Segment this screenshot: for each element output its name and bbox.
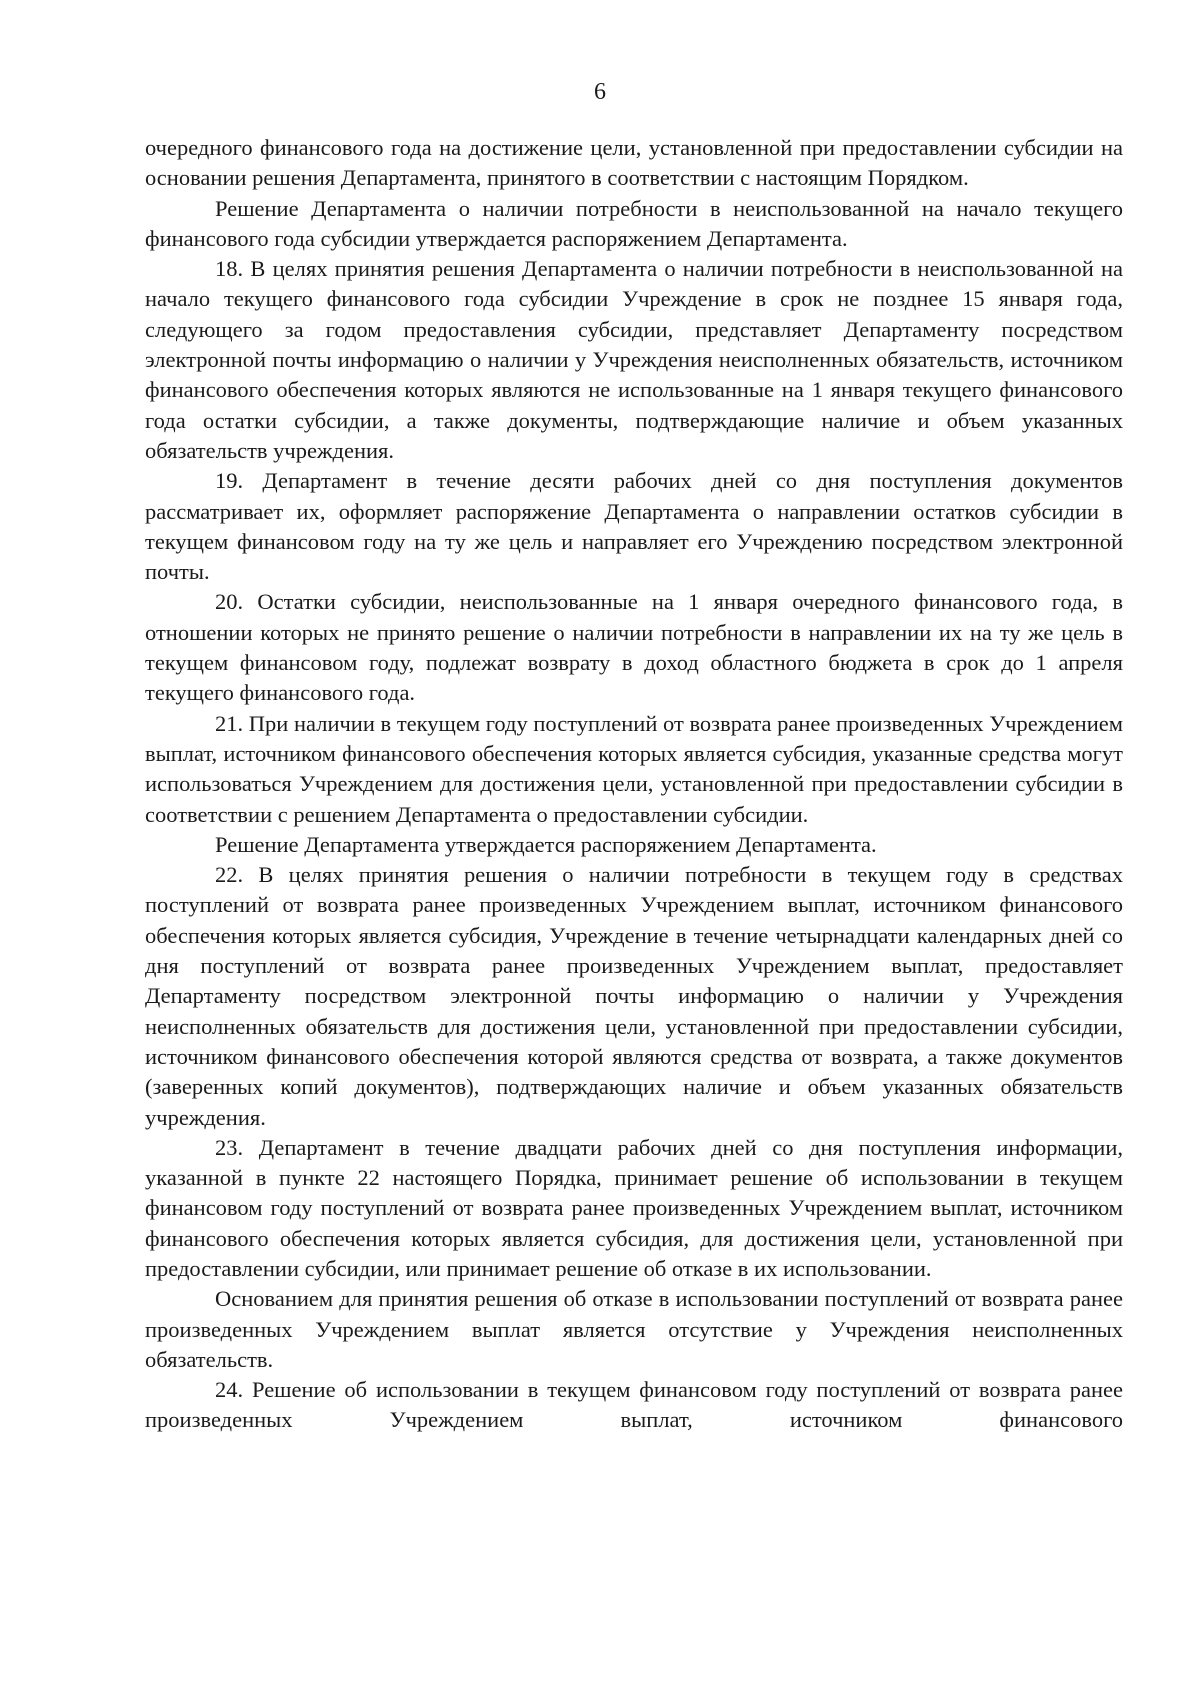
paragraph-decision-approved: Решение Департамента утверждается распоряжением Департамента.	[215, 831, 877, 857]
paragraph-item-18: 18. В целях принятия решения Департамента о наличии потребности в неиспользованной на начало текущего финансового года субсидии Учреждение в срок не позднее 15 января года, следующего за годом предоставления субсидии, представляет Департаменту посредством электронной почты информацию о наличии у Учреждения неисполненных обязательств, источником финансового обеспечения которых являются не использованные на 1 января текущего финансового года остатки субсидии, а также документы, подтверждающие наличие и объем указанных обязательств учреждения.	[145, 256, 1123, 463]
paragraph-decision-approval: Решение Департамента о наличии потребности в неиспользованной на начало текущего финансового года субсидии утверждается распоряжением Департамента.	[145, 195, 1123, 251]
document-body	[145, 133, 1123, 1436]
paragraph-refusal-grounds: Основанием для принятия решения об отказе в использовании поступлений от возврата ранее произведенных Учреждением выплат является отсутствие у Учреждения неисполненных обязательств.	[145, 1286, 1123, 1372]
paragraph-item-22: 22. В целях принятия решения о наличии потребности в текущем году в средствах поступлений от возврата ранее произведенных Учреждением выплат, источником финансового обеспечения которых является субсидия, Учреждение в течение четырнадцати календарных дней со дня поступлений от возврата ранее произведенных Учреждением выплат, предоставляет Департаменту посредством электронной почты информацию о наличии у Учреждения неисполненных обязательств для достижения цели, установленной при предоставлении субсидии, источником финансового обеспечения которой являются средства от возврата, а также документов (заверенных копий документов), подтверждающих наличие и объем указанных обязательств учреждения.	[145, 862, 1123, 1130]
paragraph-item-19: 19. Департамент в течение десяти рабочих дней со дня поступления документов рассматривает их, оформляет распоряжение Департамента о направлении остатков субсидии в текущем финансовом году на ту же цель и направляет его Учреждению посредством электронной почты.	[145, 468, 1123, 585]
page-number: 6	[594, 79, 606, 105]
paragraph-item-21: 21. При наличии в текущем году поступлений от возврата ранее произведенных Учреждением выплат, источником финансового обеспечения которых является субсидия, указанные средства могут использоваться Учреждением для достижения цели, установленной при предоставлении субсидии в соответствии с решением Департамента о предоставлении субсидии.	[145, 710, 1123, 827]
paragraph-item-20: 20. Остатки субсидии, неиспользованные на 1 января очередного финансового года, в отношении которых не принято решение о наличии потребности в направлении их на ту же цель в текущем финансовом году, подлежат возврату в доход областного бюджета в срок до 1 апреля текущего финансового года.	[145, 589, 1123, 706]
paragraph-item-23: 23. Департамент в течение двадцати рабочих дней со дня поступления информации, указанной в пункте 22 настоящего Порядка, принимает решение об использовании в текущем финансовом году поступлений от возврата ранее произведенных Учреждением выплат, источником финансового обеспечения которых является субсидия, для достижения цели, установленной при предоставлении субсидии, или принимает решение об отказе в их использовании.	[145, 1134, 1123, 1281]
paragraph-item-24: 24. Решение об использовании в текущем финансовом году поступлений от возврата ранее произведенных Учреждением выплат, источником финансового	[145, 1377, 1123, 1433]
paragraph-continuation: очередного финансового года на достижение цели, установленной при предоставлении субсидии на основании решения Департамента, принятого в соответствии с настоящим Порядком.	[145, 135, 1123, 191]
